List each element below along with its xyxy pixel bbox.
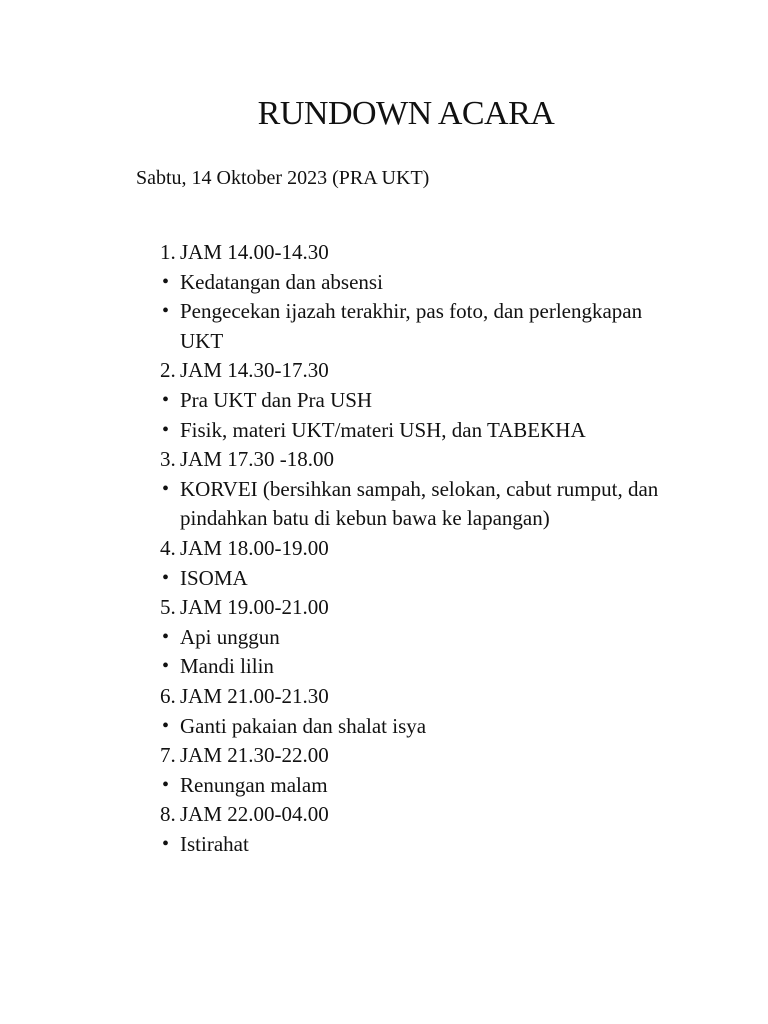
bullet-icon: • <box>162 270 170 293</box>
agenda-item <box>160 356 680 386</box>
agenda-item <box>160 712 680 742</box>
item-number: 1. <box>160 240 176 264</box>
item-text: Ganti pakaian dan shalat isya <box>180 713 427 738</box>
agenda-item <box>160 297 680 356</box>
item-number: 6. <box>160 683 176 708</box>
agenda-list <box>160 238 680 859</box>
agenda-item <box>160 593 680 623</box>
agenda-item <box>160 564 680 594</box>
item-text: Renungan malam <box>180 772 328 797</box>
item-text: JAM 18.00-19.00 <box>180 535 329 560</box>
item-number: 2. <box>160 358 176 383</box>
item-text: JAM 17.30 -18.00 <box>180 447 335 472</box>
bullet-icon: • <box>162 300 170 323</box>
item-number: 7. <box>160 743 176 768</box>
bullet-icon: • <box>162 566 170 589</box>
item-text: Pra UKT dan Pra USH <box>180 387 373 412</box>
item-number: 3. <box>160 447 176 472</box>
item-text: Mandi lilin <box>180 654 274 679</box>
agenda-item <box>160 386 680 416</box>
agenda-item <box>160 534 680 564</box>
item-number: 8. <box>160 802 176 827</box>
agenda-item <box>160 623 680 653</box>
event-date-subtitle: Sabtu, 14 Oktober 2023 (PRA UKT) <box>136 167 430 189</box>
agenda-item <box>160 238 680 268</box>
agenda-item <box>160 800 680 830</box>
bullet-icon: • <box>162 418 170 441</box>
item-text: JAM 21.00-21.30 <box>180 683 329 708</box>
item-number: 5. <box>160 595 176 620</box>
item-text: Istirahat <box>180 831 249 856</box>
item-text: JAM 19.00-21.00 <box>180 595 329 620</box>
agenda-item <box>160 830 680 860</box>
item-text: Pengecekan ijazah terakhir, pas foto, dan perlengkapan UKT <box>180 299 643 353</box>
page-title: RUNDOWN ACARA <box>257 95 555 132</box>
item-text: Kedatangan dan absensi <box>180 269 383 294</box>
agenda-item <box>160 475 680 534</box>
bullet-icon: • <box>162 773 170 796</box>
agenda-item <box>160 445 680 475</box>
agenda-item <box>160 268 680 298</box>
bullet-icon: • <box>162 832 170 855</box>
item-text: JAM 21.30-22.00 <box>180 743 329 768</box>
item-text: Api unggun <box>180 624 280 649</box>
agenda-item <box>160 771 680 801</box>
item-text: KORVEI (bersihkan sampah, selokan, cabut rumput, dan pindahkan batu di kebun bawa ke lapangan) <box>180 476 659 531</box>
agenda-item <box>160 416 680 446</box>
agenda-item <box>160 652 680 682</box>
item-text: JAM 14.00-14.30 <box>180 240 329 264</box>
agenda-item <box>160 741 680 771</box>
bullet-icon: • <box>162 388 170 411</box>
bullet-icon: • <box>162 655 170 678</box>
item-text: JAM 22.00-04.00 <box>180 802 329 827</box>
bullet-icon: • <box>162 625 170 648</box>
agenda-item <box>160 682 680 712</box>
item-text: ISOMA <box>180 565 248 590</box>
item-text: JAM 14.30-17.30 <box>180 358 329 383</box>
bullet-icon: • <box>162 714 170 737</box>
bullet-icon: • <box>162 477 170 500</box>
item-number: 4. <box>160 535 176 560</box>
item-text: Fisik, materi UKT/materi USH, dan TABEKHA <box>180 417 586 442</box>
